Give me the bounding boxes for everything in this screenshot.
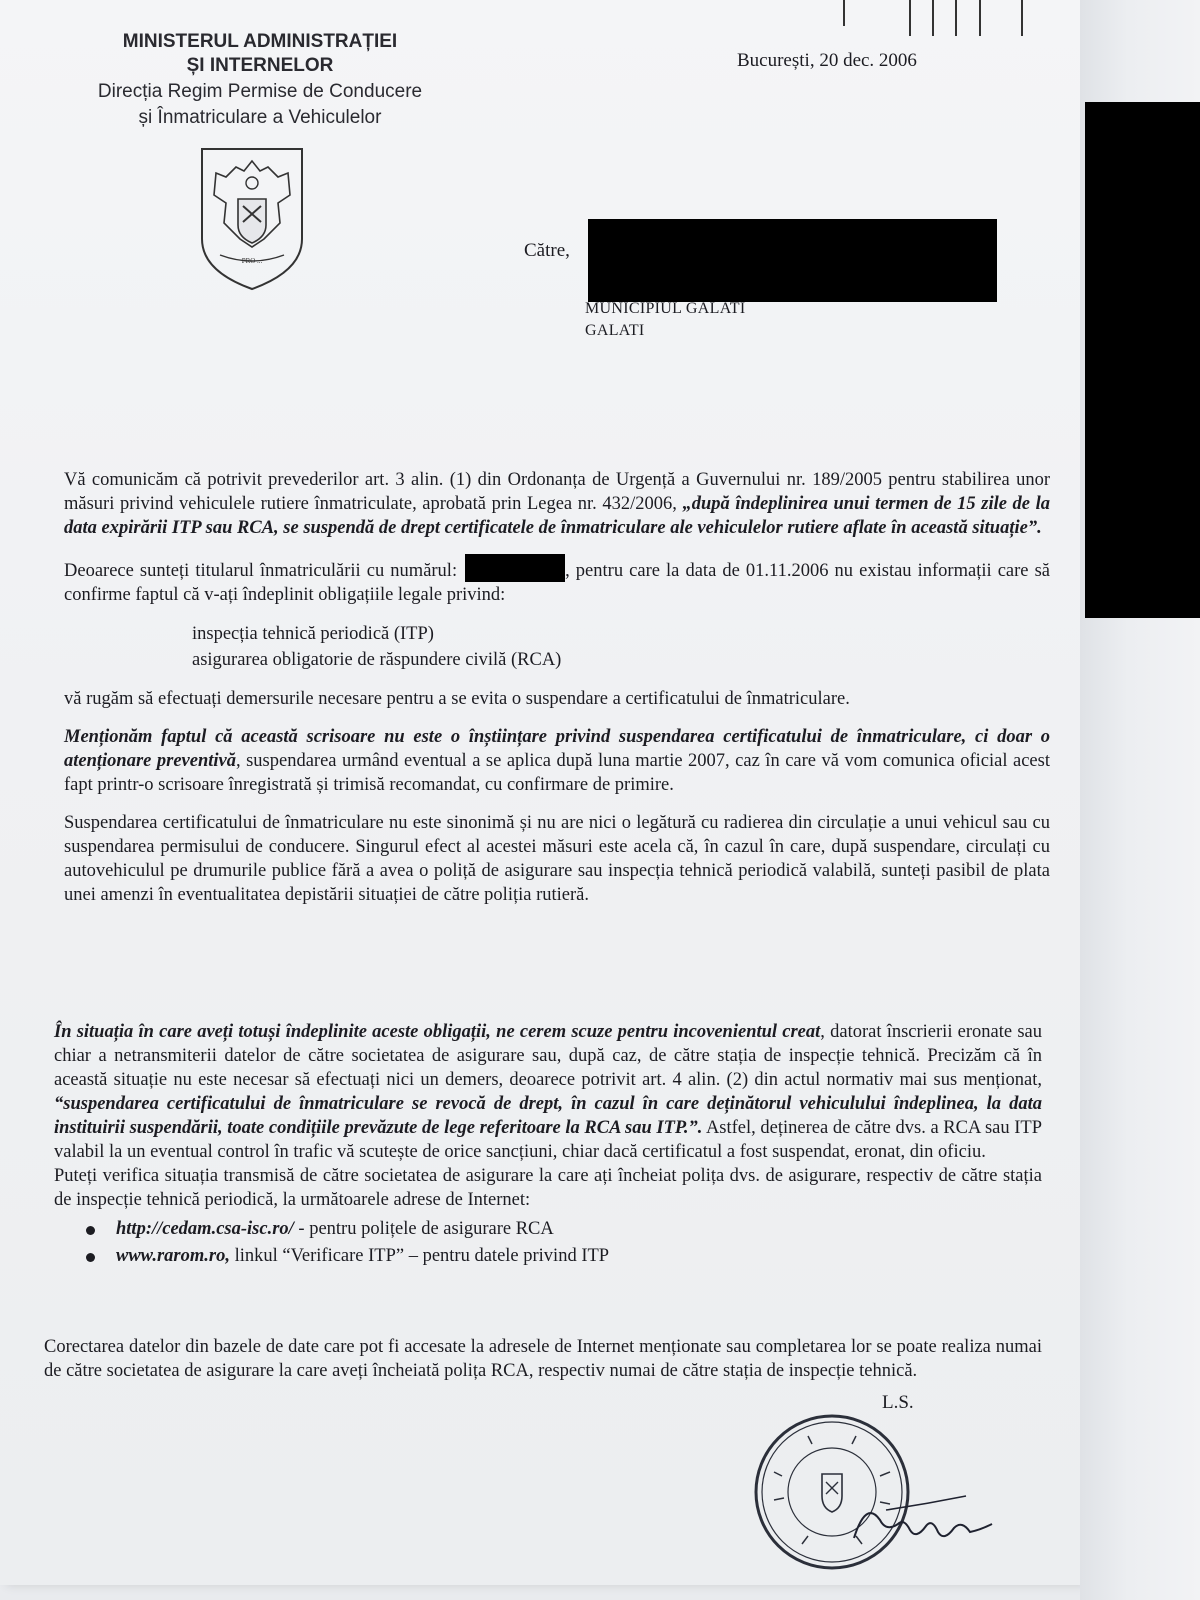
fold-mark	[1021, 0, 1023, 36]
link-cedam[interactable]: http://cedam.csa-isc.ro/	[116, 1219, 294, 1239]
recipient-label: Către,	[524, 240, 570, 261]
apology-text: , datorat înscrierii eronate sau chiar a netransmiterii datelor de către societatea de asigurare sau, după caz, de către stația de inspecție tehnică. Precizăm că în această situație nu este necesar să efectuați nici un demers, deoarece potrivit art. 4 alin. (2) din actul normativ mai sus menționat,	[54, 1022, 1042, 1090]
paragraph-correction: Corectarea datelor din bazele de date care pot fi accesate la adresele de Internet menționate sau completarea lor se poate realiza numai de către societatea de asigurare la care aveți încheiată polița RCA, respectiv numai de către stația de inspecție tehnică.	[44, 1337, 1042, 1381]
link-rarom-desc: linkul “Verificare ITP” – pentru datele privind ITP	[229, 1246, 610, 1266]
letterhead	[40, 30, 480, 130]
redaction-plate-number	[465, 554, 565, 582]
redaction-recipient-name	[588, 219, 997, 302]
signature-icon	[846, 1490, 996, 1550]
paragraph-verify: Puteți verifica situația transmisă de către societatea de asigurare la care ați încheiat polița dvs. de asigurare, respectiv de către stația de inspecție tehnică periodică, la următoarele adrese de Internet:	[54, 1166, 1042, 1210]
fold-mark	[932, 0, 934, 36]
recipient-address-line1: MUNICIPIUL GALATI	[585, 300, 746, 317]
notice-bold: Menționăm faptul că această scrisoare nu este o înștiințare privind suspendarea certificatului de înmatriculare, ci doar o atenționare preventivă	[64, 727, 1050, 771]
letter-body-lower	[54, 1020, 1042, 1272]
fold-mark	[909, 0, 911, 36]
link-item-cedam	[84, 1216, 1042, 1243]
fold-mark	[843, 0, 845, 26]
ministry-name-line2: ȘI INTERNELOR	[186, 55, 334, 76]
paragraph-request: vă rugăm să efectuați demersurile necesare pentru a se evita o suspendare a certificatului de înmatriculare.	[64, 689, 850, 709]
redaction-margin-block	[1085, 102, 1200, 618]
apology-end: Astfel, deținerea de către dvs. a RCA sau ITP valabil la un eventual control în trafic vă scutește de orice sancțiuni, chiar dacă certificatul a fost suspendat, eronat, din oficiu.	[54, 1118, 1042, 1162]
paragraph-legal-basis-text: Vă comunicăm că potrivit prevederilor art. 3 alin. (1) din Ordonanța de Urgență a Guvernului nr. 189/2005 pentru stabilirea unor măsuri privind vehiculele rutiere înmatriculate, aprobată prin Legea nr. 432/2006,	[64, 470, 1050, 514]
link-rarom[interactable]: www.rarom.ro,	[116, 1246, 230, 1266]
paragraph-apology	[54, 1020, 1042, 1164]
fold-mark	[955, 0, 957, 36]
revocation-quote: “suspendarea certificatului de înmatriculare se revocă de drept, în cazul în care deținătorul vehiculului îndeplinea, la data instituirii suspendării, toate condițiile prevăzute de lege referitoare la RCA sau ITP.”.	[54, 1094, 1042, 1138]
apology-bold: În situația în care aveți totuși îndeplinite aceste obligații, ne cerem scuze pentru incovenientul creat	[54, 1022, 821, 1042]
link-item-rarom	[84, 1243, 1042, 1270]
paragraph-notice	[64, 725, 1050, 797]
letter-body	[64, 468, 1050, 921]
notice-text: , suspendarea urmând eventual a se aplica după luna martie 2007, caz în care vă vom comunica oficial acest fapt printr-o scrisoare înregistrată și trimisă recomandat, cu confirmare de primire.	[64, 751, 1050, 795]
paragraph-effects: Suspendarea certificatului de înmatriculare nu este sinonimă și nu are nici o legătură cu radierea din circulație a unui vehicul sau cu suspendarea permisului de conducere. Singurul efect al acestei măsuri este acela că, în cazul în care, după suspendare, circulați cu autovehiculul pe drumurile publice fără a avea o poliță de asigurare sau inspecția tehnică periodică valabilă, sunteți pasibil de plata unei amenzi în eventualitatea depistării situației de către poliția rutieră.	[64, 813, 1050, 905]
fold-mark	[979, 0, 981, 36]
paragraph-registration	[64, 554, 1050, 607]
seal-mark-label: L.S.	[882, 1392, 914, 1413]
obligation-itp: inspecția tehnică periodică (ITP)	[192, 624, 434, 644]
directorate-line2: și Înmatriculare a Vehiculelor	[138, 107, 382, 128]
obligations-list	[192, 621, 1050, 673]
recipient-address-line2: GALATI	[585, 322, 645, 339]
coat-of-arms-icon	[196, 143, 308, 293]
links-list	[84, 1216, 1042, 1270]
legal-quote: „după îndeplinirea unui termen de 15 zile de la data expirării ITP sau RCA, se suspendă de drept certificatele de înmatriculare ale vehiculelor rutiere aflate în această situație”.	[64, 494, 1051, 538]
link-cedam-desc: - pentru polițele de asigurare RCA	[293, 1219, 554, 1239]
directorate-line1: Direcția Regim Permise de Conducere	[97, 81, 423, 102]
emblem-motto: PRO ...	[241, 257, 263, 265]
obligation-rca: asigurarea obligatorie de răspundere civilă (RCA)	[192, 650, 562, 670]
recipient-address	[585, 298, 746, 342]
ministry-name-line1: MINISTERUL ADMINISTRAȚIEI	[122, 31, 398, 52]
registration-intro: Deoarece sunteți titularul înmatriculării cu numărul:	[64, 561, 458, 581]
paragraph-legal-basis	[64, 468, 1050, 540]
registration-rest: , pentru care la data de 01.11.2006 nu existau informații care să confirme faptul că v-ați îndeplinit obligațiile legale privind:	[64, 561, 1050, 605]
date-line: București, 20 dec. 2006	[737, 50, 917, 71]
